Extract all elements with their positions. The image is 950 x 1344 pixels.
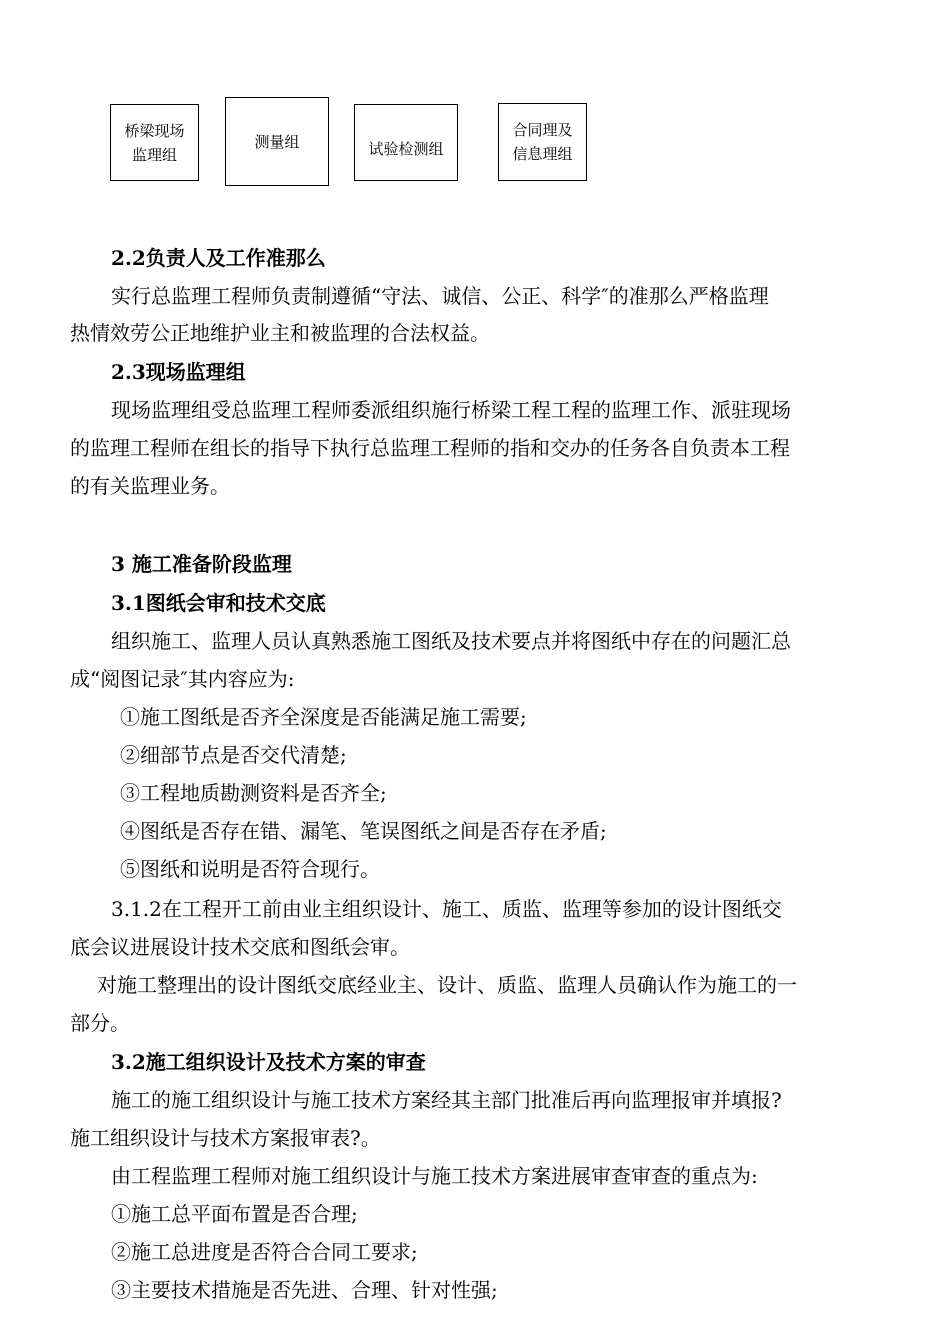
org-box-testing — [354, 104, 458, 181]
paragraph-line: 现场监理组受总监理工程师委派组织施行桥梁工程工程的监理工作、派驻现场 — [111, 398, 791, 422]
org-box-contract-info — [498, 103, 587, 181]
org-box-label: 桥梁现场 监理组 — [124, 121, 185, 164]
list-item: ③主要技术措施是否先进、合理、针对性强; — [111, 1278, 498, 1302]
list-item: ①施工总平面布置是否合理; — [111, 1202, 358, 1226]
paragraph-line: 成“阅图记录″其内容应为: — [70, 667, 295, 691]
paragraph-line: 由工程监理工程师对施工组织设计与施工技术方案进展审查审查的重点为: — [111, 1164, 758, 1188]
heading-2-2: 2.2负责人及工作准那么 — [111, 246, 326, 270]
list-item: ②施工总进度是否符合合同工要求; — [111, 1240, 418, 1264]
paragraph-line: 的有关监理业务。 — [70, 474, 230, 498]
list-item: ⑤图纸和说明是否符合现行。 — [120, 857, 380, 881]
list-item: ②细部节点是否交代清楚; — [120, 743, 347, 767]
org-box-label: 合同理及 信息理组 — [512, 121, 573, 163]
heading-3-2: 3.2施工组织设计及技术方案的审查 — [111, 1050, 426, 1074]
heading-3: 3 施工准备阶段监理 — [111, 552, 292, 576]
org-box-label: 试验检测组 — [368, 139, 444, 158]
paragraph-line: 施工的施工组织设计与施工技术方案经其主部门批准后再向监理报审并填报? — [111, 1088, 782, 1112]
org-box-bridge-site — [110, 104, 199, 181]
paragraph-line: 对施工整理出的设计图纸交底经业主、设计、质监、监理人员确认作为施工的一 — [97, 973, 797, 997]
paragraph-line: 的监理工程师在组长的指导下执行总监理工程师的指和交办的任务各自负责本工程 — [70, 436, 790, 460]
org-box-label: 测量组 — [254, 132, 300, 151]
paragraph-line: 底会议进展设计技术交底和图纸会审。 — [70, 935, 410, 959]
list-item: ③工程地质勘测资料是否齐全; — [120, 781, 387, 805]
paragraph-line: 热情效劳公正地维护业主和被监理的合法权益。 — [70, 321, 490, 345]
paragraph-line: 3.1.2在工程开工前由业主组织设计、施工、质监、监理等参加的设计图纸交 — [111, 897, 782, 921]
heading-2-3: 2.3现场监理组 — [111, 360, 246, 384]
list-item: ④图纸是否存在错、漏笔、笔误图纸之间是否存在矛盾; — [120, 819, 607, 843]
org-box-survey — [225, 97, 329, 186]
paragraph-line: 施工组织设计与技术方案报审表?。 — [70, 1126, 381, 1150]
paragraph-line: 部分。 — [70, 1011, 130, 1035]
paragraph-line: 实行总监理工程师负责制遵循“守法、诚信、公正、科学″的准那么严格监理 — [111, 284, 769, 308]
heading-3-1: 3.1图纸会审和技术交底 — [111, 591, 326, 615]
list-item: ①施工图纸是否齐全深度是否能满足施工需要; — [120, 705, 527, 729]
paragraph-line: 组织施工、监理人员认真熟悉施工图纸及技术要点并将图纸中存在的问题汇总 — [111, 629, 791, 653]
